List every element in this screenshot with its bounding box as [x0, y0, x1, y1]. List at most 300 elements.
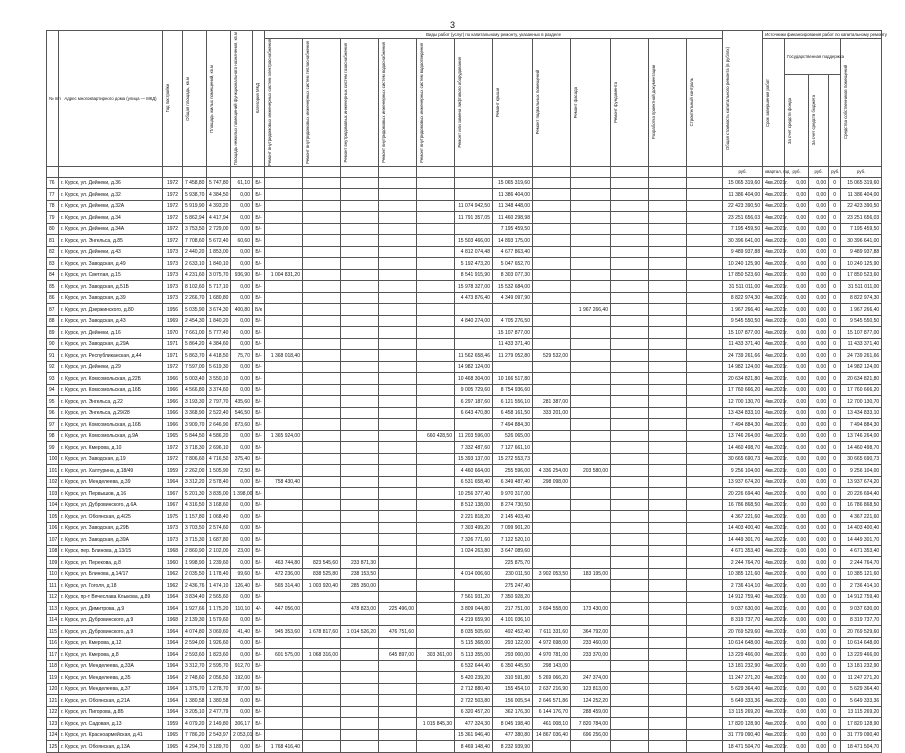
row-work-4: [379, 511, 417, 523]
row-total-cost: 9 489 937,88: [723, 246, 763, 258]
row-category: Б/-: [253, 361, 265, 373]
row-work-10: [611, 442, 649, 454]
row-work-5: [417, 672, 455, 684]
row-work-4: [379, 488, 417, 500]
row-work-2: [303, 419, 341, 431]
row-budget: 0,00: [809, 269, 829, 281]
row-work-7: 11 348 448,00: [493, 200, 533, 212]
row-work-12: [687, 246, 723, 258]
row-work-9: [571, 407, 611, 419]
row-owners-funds: 5 649 333,36: [841, 695, 882, 707]
row-budget: 0,00: [809, 649, 829, 661]
row-budget: 0,00: [809, 706, 829, 718]
row-work-12: [687, 223, 723, 235]
row-fund: 0,00: [785, 545, 809, 557]
row-work-11: [649, 626, 687, 638]
row-fund: 0,00: [785, 200, 809, 212]
row-work-7: 4 705 276,50: [493, 315, 533, 327]
row-work-9: [571, 511, 611, 523]
row-work-4: [379, 568, 417, 580]
row-work-6: 10 256 377,40: [455, 488, 493, 500]
row-work-7: 6 350 445,50: [493, 660, 533, 672]
table-row: [47, 281, 882, 293]
row-living-area: 1 505,90: [207, 465, 231, 477]
row-nonliving-area: 72,50: [231, 465, 253, 477]
row-work-5: [417, 373, 455, 385]
row-work-7: 11 433 371,40: [493, 338, 533, 350]
row-owners-funds: 9 037 630,00: [841, 603, 882, 615]
row-work-4: [379, 442, 417, 454]
row-work-3: [341, 522, 379, 534]
row-work-4: [379, 476, 417, 488]
row-number: 124: [47, 729, 59, 741]
row-work-10: [611, 672, 649, 684]
row-work-4: [379, 672, 417, 684]
row-budget: 0,00: [809, 591, 829, 603]
row-year: 1968: [163, 545, 183, 557]
row-year: 1966: [163, 384, 183, 396]
row-fund: 0,00: [785, 373, 809, 385]
row-work-5: 303 361,00: [417, 649, 455, 661]
row-number: 104: [47, 499, 59, 511]
row-total-cost: 15 107 877,00: [723, 327, 763, 339]
row-work-12: [687, 580, 723, 592]
row-living-area: 1 380,58: [207, 695, 231, 707]
row-work-3: 233 871,30: [341, 557, 379, 569]
row-other: 0: [829, 603, 841, 615]
row-year: 1972: [163, 453, 183, 465]
row-completion-date: 4кв.2021г.: [763, 695, 785, 707]
row-number: 106: [47, 522, 59, 534]
row-total-area: 2 594,00: [183, 637, 207, 649]
row-total-cost: 13 937 674,20: [723, 476, 763, 488]
row-work-9: 123 813,00: [571, 683, 611, 695]
row-work-8: [533, 258, 571, 270]
row-other: 0: [829, 269, 841, 281]
row-number: 107: [47, 534, 59, 546]
row-category: Б/-: [253, 292, 265, 304]
row-work-2: [303, 695, 341, 707]
row-completion-date: 4кв.2021г.: [763, 729, 785, 741]
row-total-area: 5 919,90: [183, 200, 207, 212]
row-work-9: [571, 350, 611, 362]
row-work-9: [571, 660, 611, 672]
row-nonliving-area: 23,00: [231, 545, 253, 557]
row-budget: 0,00: [809, 614, 829, 626]
table-row: [47, 557, 882, 569]
row-owners-funds: 10 240 125,90: [841, 258, 882, 270]
row-completion-date: 4кв.2021г.: [763, 499, 785, 511]
row-work-11: [649, 177, 687, 189]
row-fund: 0,00: [785, 327, 809, 339]
row-work-4: 225 496,00: [379, 603, 417, 615]
row-work-2: [303, 304, 341, 316]
row-completion-date: 4кв.2021г.: [763, 683, 785, 695]
row-work-11: [649, 373, 687, 385]
table-row: [47, 488, 882, 500]
row-total-cost: 5 629 364,40: [723, 683, 763, 695]
row-work-12: [687, 304, 723, 316]
row-other: 0: [829, 557, 841, 569]
row-work-8: 281 387,00: [533, 396, 571, 408]
row-fund: 0,00: [785, 453, 809, 465]
row-work-6: [455, 580, 493, 592]
row-work-5: [417, 396, 455, 408]
row-other: 0: [829, 442, 841, 454]
row-number: 120: [47, 683, 59, 695]
col-work-8: Ремонт подвальных помещений: [535, 70, 540, 135]
row-nonliving-area: 2 053,01: [231, 729, 253, 741]
row-work-11: [649, 200, 687, 212]
row-completion-date: 4кв.2021г.: [763, 281, 785, 293]
row-work-3: [341, 741, 379, 753]
row-work-4: [379, 465, 417, 477]
row-address: г. Курск, ул. Комсомольская, д.9А: [59, 430, 163, 442]
row-work-12: [687, 637, 723, 649]
row-total-area: 4 079,20: [183, 718, 207, 730]
row-work-5: [417, 637, 455, 649]
row-work-10: [611, 430, 649, 442]
table-row: [47, 304, 882, 316]
row-work-1: [265, 177, 303, 189]
row-work-6: 7 303 499,20: [455, 522, 493, 534]
row-work-7: 230 011,50: [493, 568, 533, 580]
row-work-7: 275 247,40: [493, 580, 533, 592]
row-category: Б/-: [253, 511, 265, 523]
row-year: 1972: [163, 212, 183, 224]
row-other: 0: [829, 591, 841, 603]
row-address: г. Курск, ул. Кмерова, д.12: [59, 637, 163, 649]
row-category: Б/-: [253, 407, 265, 419]
row-completion-date: 4кв.2021г.: [763, 580, 785, 592]
row-fund: 0,00: [785, 350, 809, 362]
row-work-5: [417, 327, 455, 339]
row-other: 0: [829, 223, 841, 235]
row-work-12: [687, 534, 723, 546]
row-living-area: 3 550,10: [207, 373, 231, 385]
row-work-9: [571, 741, 611, 753]
col-living-area: Площадь жилых помещений, кв.м: [209, 64, 214, 133]
row-number: 123: [47, 718, 59, 730]
row-work-6: 6 643 470,80: [455, 407, 493, 419]
row-nonliving-area: 97,00: [231, 683, 253, 695]
row-work-3: [341, 637, 379, 649]
row-work-10: [611, 177, 649, 189]
row-work-2: 823 545,60: [303, 557, 341, 569]
row-work-8: [533, 212, 571, 224]
row-fund: 0,00: [785, 718, 809, 730]
row-work-1: [265, 718, 303, 730]
row-total-cost: 30 665 690,73: [723, 453, 763, 465]
row-work-9: [571, 200, 611, 212]
row-total-area: 8 102,60: [183, 281, 207, 293]
row-fund: 0,00: [785, 235, 809, 247]
row-living-area: 1 178,40: [207, 568, 231, 580]
row-number: 89: [47, 327, 59, 339]
row-work-2: [303, 614, 341, 626]
row-number: 110: [47, 568, 59, 580]
row-work-7: 4 101 036,10: [493, 614, 533, 626]
row-owners-funds: 9 256 104,00: [841, 465, 882, 477]
row-work-10: [611, 683, 649, 695]
row-work-10: [611, 200, 649, 212]
row-work-6: 6 531 658,40: [455, 476, 493, 488]
row-nonliving-area: 0,00: [231, 373, 253, 385]
row-work-12: [687, 591, 723, 603]
row-fund: 0,00: [785, 729, 809, 741]
row-work-11: [649, 361, 687, 373]
row-work-2: [303, 465, 341, 477]
table-row: [47, 223, 882, 235]
row-work-4: [379, 706, 417, 718]
row-year: 1956: [163, 304, 183, 316]
row-work-7: 15 532 684,00: [493, 281, 533, 293]
row-number: 76: [47, 177, 59, 189]
row-total-cost: 15 065 319,60: [723, 177, 763, 189]
row-work-10: [611, 258, 649, 270]
row-work-1: 565 314,40: [265, 580, 303, 592]
row-work-10: [611, 626, 649, 638]
row-address: г. Курск, ул. Энгельса, д.22: [59, 396, 163, 408]
row-category: Б/-: [253, 258, 265, 270]
row-fund: 0,00: [785, 269, 809, 281]
row-owners-funds: 17 820 128,90: [841, 718, 882, 730]
row-work-3: [341, 177, 379, 189]
row-owners-funds: 13 434 833,10: [841, 407, 882, 419]
row-address: г. Курск, ул. Комсомольская, д.16Б: [59, 384, 163, 396]
row-budget: 0,00: [809, 626, 829, 638]
row-category: Б/-: [253, 281, 265, 293]
row-owners-funds: 23 251 656,03: [841, 212, 882, 224]
row-nonliving-area: 41,40: [231, 626, 253, 638]
row-year: 1968: [163, 614, 183, 626]
row-total-area: 3 312,70: [183, 660, 207, 672]
row-budget: 0,00: [809, 200, 829, 212]
row-year: 1971: [163, 338, 183, 350]
col-work-10: Ремонт фундамента: [613, 82, 618, 123]
row-work-8: [533, 741, 571, 753]
row-budget: 0,00: [809, 545, 829, 557]
row-work-5: [417, 545, 455, 557]
table-row: [47, 361, 882, 373]
row-work-8: 3 902 053,50: [533, 568, 571, 580]
row-total-cost: 14 449 301,70: [723, 534, 763, 546]
row-address: г. Курск, пер. Блинова, д.13/15: [59, 545, 163, 557]
row-work-6: 4 460 664,00: [455, 465, 493, 477]
row-work-12: [687, 683, 723, 695]
row-work-2: 1 678 817,60: [303, 626, 341, 638]
row-address: г. Курск, ул. Дейнеки, д.29: [59, 361, 163, 373]
row-living-area: 2 797,70: [207, 396, 231, 408]
row-budget: 0,00: [809, 741, 829, 753]
row-number: 119: [47, 672, 59, 684]
row-work-10: [611, 557, 649, 569]
row-other: 0: [829, 522, 841, 534]
row-work-2: [303, 384, 341, 396]
row-other: 0: [829, 580, 841, 592]
row-address: г. Курск, ул. Менделеева, д.39: [59, 476, 163, 488]
row-work-3: [341, 200, 379, 212]
row-budget: 0,00: [809, 534, 829, 546]
row-work-12: [687, 568, 723, 580]
row-owners-funds: 13 229 466,00: [841, 649, 882, 661]
row-total-area: 3 834,40: [183, 591, 207, 603]
row-work-10: [611, 350, 649, 362]
row-work-9: [571, 591, 611, 603]
row-work-10: [611, 396, 649, 408]
row-nonliving-area: 0,00: [231, 338, 253, 350]
row-work-4: [379, 189, 417, 201]
row-work-8: [533, 200, 571, 212]
row-work-4: [379, 499, 417, 511]
row-nonliving-area: 0,00: [231, 430, 253, 442]
row-total-area: 7 806,60: [183, 453, 207, 465]
row-work-8: 461 008,10: [533, 718, 571, 730]
row-work-6: 15 503 466,00: [455, 235, 493, 247]
row-total-cost: 10 385 121,60: [723, 568, 763, 580]
row-owners-funds: 14 912 759,40: [841, 591, 882, 603]
row-fund: 0,00: [785, 465, 809, 477]
row-total-cost: 1 967 266,40: [723, 304, 763, 316]
row-other: 0: [829, 373, 841, 385]
row-work-3: 285 350,00: [341, 580, 379, 592]
row-work-10: [611, 729, 649, 741]
row-work-2: [303, 741, 341, 753]
row-other: 0: [829, 430, 841, 442]
row-category: Б/-: [253, 488, 265, 500]
row-other: 0: [829, 304, 841, 316]
row-work-4: [379, 246, 417, 258]
row-completion-date: 4кв.2021г.: [763, 189, 785, 201]
row-budget: 0,00: [809, 695, 829, 707]
col-fund-support: За счет средств фонда: [787, 97, 793, 144]
row-nonliving-area: 546,50: [231, 407, 253, 419]
row-completion-date: 4кв.2021г.: [763, 718, 785, 730]
row-total-cost: 20 769 529,60: [723, 626, 763, 638]
row-owners-funds: 31 511 011,00: [841, 281, 882, 293]
row-work-8: [533, 315, 571, 327]
row-address: г. Курск, ул. Заводская, д.51Б: [59, 281, 163, 293]
sources-group-header: Источники финансирования работ по капитальному ремонту: [763, 31, 882, 39]
row-living-area: 3 069,60: [207, 626, 231, 638]
row-year: 1972: [163, 177, 183, 189]
row-address: г. Курск, ул. Дейнеки, д.43: [59, 246, 163, 258]
row-other: 0: [829, 327, 841, 339]
row-year: 1959: [163, 465, 183, 477]
row-work-7: 7 122 520,10: [493, 534, 533, 546]
row-other: 0: [829, 741, 841, 753]
row-owners-funds: 7 195 459,50: [841, 223, 882, 235]
row-other: 0: [829, 614, 841, 626]
row-work-2: [303, 706, 341, 718]
col-nonliving-area: Площадь нежилых помещений функционального назначения, кв.м: [233, 31, 238, 166]
row-category: Б/-: [253, 626, 265, 638]
row-number: 116: [47, 637, 59, 649]
row-budget: 0,00: [809, 361, 829, 373]
row-work-10: [611, 281, 649, 293]
row-number: 79: [47, 212, 59, 224]
row-work-9: [571, 442, 611, 454]
row-work-8: [533, 522, 571, 534]
row-work-1: [265, 407, 303, 419]
row-category: Б/-: [253, 177, 265, 189]
row-category: Б/-: [253, 269, 265, 281]
row-number: 80: [47, 223, 59, 235]
row-work-10: [611, 212, 649, 224]
col-total-cost: Общая стоимость капитального ремонта (в рублях): [725, 46, 731, 151]
row-address: г. Курск, ул. Республиканская, д.44: [59, 350, 163, 362]
row-work-11: [649, 718, 687, 730]
row-work-12: [687, 626, 723, 638]
row-category: Б/-: [253, 396, 265, 408]
row-address: г. Курск, ул. Красноармейская, д.41: [59, 729, 163, 741]
row-work-11: [649, 315, 687, 327]
row-total-area: 3 718,30: [183, 442, 207, 454]
row-owners-funds: 14 403 400,40: [841, 522, 882, 534]
row-work-5: [417, 384, 455, 396]
col-no: № п/п: [47, 31, 59, 167]
row-work-12: [687, 338, 723, 350]
row-fund: 0,00: [785, 626, 809, 638]
row-address: г. Курск, ул. Халтурина, д.18/49: [59, 465, 163, 477]
row-work-6: 2 722 503,80: [455, 695, 493, 707]
row-work-1: [265, 189, 303, 201]
unit-r1: руб.: [785, 166, 809, 177]
row-fund: 0,00: [785, 706, 809, 718]
row-work-8: [533, 534, 571, 546]
row-category: Б/-: [253, 442, 265, 454]
row-work-3: [341, 672, 379, 684]
row-other: 0: [829, 235, 841, 247]
row-work-7: 8 045 198,40: [493, 718, 533, 730]
row-nonliving-area: 126,40: [231, 580, 253, 592]
row-work-5: [417, 614, 455, 626]
row-address: г. Курск, ул. Дейнеки, д.36: [59, 177, 163, 189]
row-living-area: 4 393,20: [207, 200, 231, 212]
row-address: г. Курск, ул. Дубровинского, д.9: [59, 626, 163, 638]
row-work-1: [265, 499, 303, 511]
table-row: [47, 200, 882, 212]
row-work-10: [611, 315, 649, 327]
row-work-8: [533, 327, 571, 339]
table-row: [47, 177, 882, 189]
row-living-area: 4 417,94: [207, 212, 231, 224]
row-work-9: 247 374,00: [571, 672, 611, 684]
row-completion-date: 4кв.2021г.: [763, 672, 785, 684]
row-work-8: [533, 361, 571, 373]
row-owners-funds: 12 700 130,70: [841, 396, 882, 408]
row-year: 1964: [163, 706, 183, 718]
row-work-5: [417, 315, 455, 327]
row-work-6: 477 324,30: [455, 718, 493, 730]
row-work-11: [649, 281, 687, 293]
row-completion-date: 4кв.2021г.: [763, 350, 785, 362]
row-total-cost: 24 739 261,66: [723, 350, 763, 362]
row-fund: 0,00: [785, 683, 809, 695]
row-work-7: 492 452,40: [493, 626, 533, 638]
row-year: 1972: [163, 189, 183, 201]
row-work-6: 3 809 044,80: [455, 603, 493, 615]
row-category: Б/-: [253, 499, 265, 511]
row-work-10: [611, 706, 649, 718]
row-category: Б/-: [253, 683, 265, 695]
row-nonliving-area: 0,00: [231, 327, 253, 339]
row-other: 0: [829, 534, 841, 546]
row-category: Б/-: [253, 200, 265, 212]
col-work-4: Ремонт внутридомовых инженерных систем водоснабжения: [381, 42, 386, 163]
row-total-area: 3 368,90: [183, 407, 207, 419]
row-work-4: 645 897,00: [379, 649, 417, 661]
